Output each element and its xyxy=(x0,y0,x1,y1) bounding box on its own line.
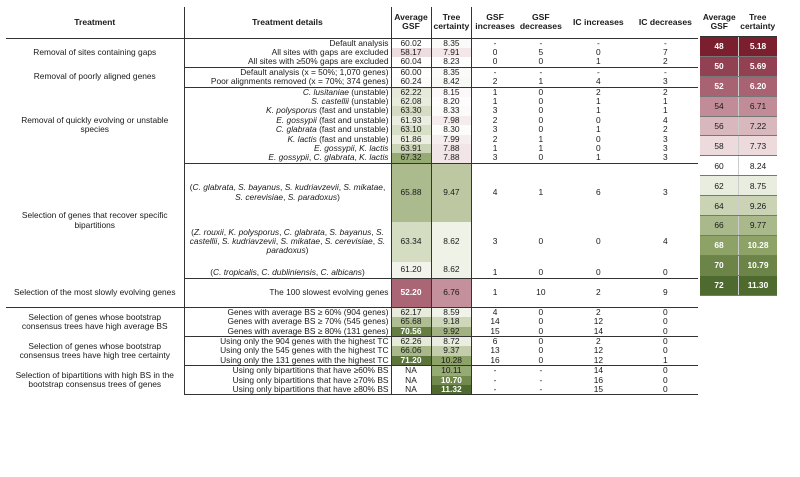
ic-increases-cell: 0 xyxy=(596,133,601,144)
ic-increases-cell: 0 xyxy=(564,262,633,279)
treatment-name: Selection of genes whose bootstrap consensus trees have high average BS xyxy=(6,307,184,336)
ic-decreases-cell: 0 xyxy=(663,316,668,327)
header-details: Treatment details xyxy=(184,7,391,38)
legend-gsf-value: 48 xyxy=(700,37,739,56)
ic-increases-cell: - xyxy=(596,66,600,77)
gsf-increases-cell: 3 xyxy=(492,236,498,247)
avg-gsf-cell xyxy=(391,385,431,395)
treatment-detail: All sites with ≥50% gaps are excluded xyxy=(184,57,391,67)
gsf-decreases-cell: 0 xyxy=(538,306,544,317)
ic-decreases-cell: 0 xyxy=(633,385,698,395)
treatment-group xyxy=(6,38,698,67)
gsf-increases-cell: - xyxy=(493,365,497,376)
tree-certainty-value: 10.70 xyxy=(440,374,462,385)
gsf-increases-cell: 2 xyxy=(492,133,498,144)
treatment-name: Selection of genes whose bootstrap consensus trees have high tree certainty xyxy=(6,337,184,366)
treatment-detail: Using only bipartitions that have ≥70% BS xyxy=(184,376,391,385)
legend-row xyxy=(700,97,777,117)
ic-decreases-cell: 3 xyxy=(663,187,668,198)
treatment-detail: Default analysis (x = 50%; 1,070 genes) xyxy=(184,67,391,77)
gsf-increases-cell: 4 xyxy=(492,187,498,198)
ic-increases-cell: 0 xyxy=(596,46,601,57)
ic-decreases-cell: 2 xyxy=(663,124,668,135)
tree-certainty-value: 8.30 xyxy=(443,124,460,135)
tree-certainty-cell xyxy=(431,222,472,262)
gsf-increases-cell: 1 xyxy=(492,95,498,106)
legend-gsf-value: 60 xyxy=(700,156,739,175)
legend-tc-value: 9.77 xyxy=(749,220,767,231)
ic-increases-cell: 1 xyxy=(564,57,633,67)
header-treatment: Treatment xyxy=(6,7,184,38)
ic-decreases-cell: 3 xyxy=(633,153,698,163)
ic-increases-cell: 14 xyxy=(593,365,604,376)
treatment-name: Removal of sites containing gaps xyxy=(6,38,184,67)
legend-row xyxy=(700,256,777,276)
gsf-decreases-cell: 0 xyxy=(538,316,544,327)
treatment-detail: Genes with average BS ≥ 70% (545 genes) xyxy=(184,317,391,326)
avg-gsf-cell xyxy=(391,77,431,87)
avg-gsf-value: NA xyxy=(405,365,417,376)
avg-gsf-value: 66.06 xyxy=(400,345,422,356)
treatment-detail: Using only bipartitions that have ≥60% BS xyxy=(184,366,391,376)
tree-certainty-value: 8.15 xyxy=(443,86,460,97)
ic-decreases-cell: 0 xyxy=(663,336,668,346)
tree-certainty-value: 8.33 xyxy=(443,105,460,116)
avg-gsf-value: 63.30 xyxy=(400,105,422,116)
tree-certainty-value: 11.32 xyxy=(441,384,462,395)
treatment-detail: The 100 slowest evolving genes xyxy=(184,278,391,307)
tree-certainty-value: 9.18 xyxy=(443,316,460,327)
legend-gsf-value: 50 xyxy=(700,57,739,76)
avg-gsf-cell xyxy=(391,262,431,279)
treatment-detail: E. gossypii, C. glabrata, K. lactis xyxy=(184,153,391,163)
tree-certainty-value: 8.35 xyxy=(443,66,460,77)
tree-certainty-cell xyxy=(431,356,472,366)
ic-decreases-cell: 3 xyxy=(663,142,668,153)
tree-certainty-value: 10.28 xyxy=(440,354,462,365)
legend-row xyxy=(700,276,777,296)
gsf-decreases-cell: - xyxy=(539,365,543,376)
tree-certainty-cell xyxy=(431,153,472,163)
gsf-decreases-cell: 0 xyxy=(538,124,544,135)
gsf-increases-cell: - xyxy=(493,66,497,77)
avg-gsf-value: 63.91 xyxy=(400,142,422,153)
header-avg-gsf: Average GSF xyxy=(391,7,431,38)
ic-decreases-cell: 0 xyxy=(633,262,698,279)
legend-tc-value: 11.30 xyxy=(747,280,769,291)
gsf-decreases-cell: 1 xyxy=(518,77,564,87)
ic-decreases-cell: 4 xyxy=(663,236,668,247)
ic-increases-cell: 2 xyxy=(596,306,601,317)
legend-row xyxy=(700,216,777,236)
ic-increases-cell: 1 xyxy=(596,124,601,135)
tree-certainty-value: 9.47 xyxy=(443,187,460,198)
legend-gsf-value: 52 xyxy=(700,77,739,96)
ic-decreases-cell: 1 xyxy=(633,356,698,366)
gsf-decreases-cell: 1 xyxy=(538,142,544,153)
tree-certainty-value: 7.99 xyxy=(443,133,460,144)
header-gsf-decreases: GSF decreases xyxy=(518,7,564,38)
tree-certainty-cell xyxy=(431,385,472,395)
ic-decreases-cell: 0 xyxy=(663,365,668,376)
tree-certainty-value: 6.76 xyxy=(443,287,460,298)
header-ic-increases: IC increases xyxy=(564,7,633,38)
ic-increases-cell: 1 xyxy=(596,105,601,116)
gsf-decreases-cell: - xyxy=(539,66,543,77)
gsf-decreases-cell: 0 xyxy=(518,327,564,337)
ic-increases-cell: 0 xyxy=(596,142,601,153)
treatment-group xyxy=(6,163,698,278)
legend-tc-value: 7.73 xyxy=(749,140,767,151)
legend-row xyxy=(700,236,777,256)
avg-gsf-cell xyxy=(391,278,431,307)
color-legend xyxy=(700,7,777,296)
treatment-name: Selection of bipartitions with high BS in the bootstrap consensus trees of genes xyxy=(6,366,184,395)
tree-certainty-cell xyxy=(431,77,472,87)
tree-certainty-value: 10.11 xyxy=(441,365,462,376)
legend-row xyxy=(700,156,777,176)
treatment-detail: Using only the 545 genes with the highest TC xyxy=(184,346,391,355)
legend-row xyxy=(700,176,777,196)
tree-certainty-cell xyxy=(431,163,472,222)
table-row xyxy=(6,278,698,307)
treatment-name: Selection of the most slowly evolving genes xyxy=(6,278,184,307)
footnote-line xyxy=(6,462,786,476)
avg-gsf-value: NA xyxy=(405,384,417,395)
legend-tc-value: 9.26 xyxy=(749,200,767,211)
gsf-decreases-cell: 0 xyxy=(518,262,564,279)
gsf-increases-cell: 14 xyxy=(490,316,500,327)
legend-header xyxy=(700,7,777,37)
avg-gsf-value: 65.88 xyxy=(400,187,422,198)
avg-gsf-cell xyxy=(391,163,431,222)
gsf-decreases-cell: 1 xyxy=(538,187,544,198)
treatment-detail: (C. glabrata, S. bayanus, S. kudriavzevii, S. mikatae, S. cerevisiae, S. paradoxus) xyxy=(184,163,391,222)
gsf-increases-cell: 2 xyxy=(492,114,498,125)
gsf-increases-cell: 3 xyxy=(492,105,498,116)
gsf-decreases-cell: 0 xyxy=(538,336,544,346)
gsf-increases-cell: 13 xyxy=(490,345,500,356)
gsf-increases-cell: 3 xyxy=(472,153,518,163)
legend-tc-value: 10.28 xyxy=(747,240,769,251)
avg-gsf-cell xyxy=(391,222,431,262)
legend-gsf-value: 70 xyxy=(700,256,739,275)
tree-certainty-value: 8.72 xyxy=(443,336,460,346)
avg-gsf-value: 61.93 xyxy=(400,114,422,125)
gsf-decreases-cell: 0 xyxy=(538,95,544,106)
avg-gsf-value: 71.20 xyxy=(400,354,422,365)
gsf-decreases-cell: - xyxy=(518,385,564,395)
ic-decreases-cell: 9 xyxy=(633,278,698,307)
treatment-detail: Genes with average BS ≥ 60% (904 genes) xyxy=(184,307,391,317)
legend-gsf-value: 54 xyxy=(700,97,739,116)
legend-row xyxy=(700,37,777,57)
ic-decreases-cell: 2 xyxy=(633,57,698,67)
tree-certainty-cell xyxy=(431,327,472,337)
treatment-detail: K. lactis (fast and unstable) xyxy=(184,135,391,144)
results-table xyxy=(6,7,698,395)
legend-gsf-value: 62 xyxy=(700,176,739,195)
gsf-increases-cell: 3 xyxy=(492,124,498,135)
treatment-name: Selection of genes that recover specific bipartitions xyxy=(6,163,184,278)
legend-header-gsf: Average GSF xyxy=(702,11,736,31)
ic-decreases-cell: 7 xyxy=(663,46,668,57)
gsf-increases-cell: 1 xyxy=(472,278,518,307)
gsf-increases-cell: 6 xyxy=(492,336,498,346)
ic-decreases-cell: 0 xyxy=(663,306,668,317)
legend-header-tc: Tree certainty xyxy=(740,11,776,31)
tree-certainty-cell xyxy=(431,57,472,67)
legend-row xyxy=(700,117,777,137)
avg-gsf-value: 62.26 xyxy=(400,336,422,346)
ic-increases-cell: 1 xyxy=(564,153,633,163)
tree-certainty-cell xyxy=(431,262,472,279)
ic-decreases-cell: 0 xyxy=(633,327,698,337)
avg-gsf-value: NA xyxy=(405,374,417,385)
ic-increases-cell: - xyxy=(596,37,600,48)
gsf-decreases-cell: 0 xyxy=(538,86,544,97)
gsf-decreases-cell: 0 xyxy=(538,236,544,247)
legend-row xyxy=(700,77,777,97)
ic-increases-cell: 0 xyxy=(596,114,601,125)
treatment-detail: Default analysis xyxy=(184,38,391,48)
ic-increases-cell: 2 xyxy=(596,86,601,97)
treatment-group xyxy=(6,337,698,366)
legend-tc-value: 5.69 xyxy=(749,61,767,72)
ic-increases-cell: 6 xyxy=(596,187,601,198)
legend-gsf-value: 58 xyxy=(700,136,739,155)
gsf-decreases-cell: 0 xyxy=(538,345,544,356)
treatment-detail: C. lusitaniae (unstable) xyxy=(184,87,391,97)
avg-gsf-value: 61.20 xyxy=(400,264,422,275)
ic-increases-cell: 12 xyxy=(564,356,633,366)
treatment-detail: E. gossypii (fast and unstable) xyxy=(184,116,391,125)
tree-certainty-value: 8.42 xyxy=(443,76,460,87)
ic-decreases-cell: 0 xyxy=(663,374,668,385)
tree-certainty-value: 7.88 xyxy=(443,142,460,153)
gsf-decreases-cell: 5 xyxy=(538,46,544,57)
tree-certainty-value: 8.35 xyxy=(443,37,460,48)
legend-tc-value: 5.18 xyxy=(749,41,767,52)
gsf-decreases-cell: 0 xyxy=(538,114,544,125)
legend-row xyxy=(700,196,777,216)
avg-gsf-cell xyxy=(391,57,431,67)
avg-gsf-value: 60.02 xyxy=(400,37,422,48)
legend-gsf-value: 68 xyxy=(700,236,739,255)
ic-decreases-cell: 3 xyxy=(663,133,668,144)
ic-decreases-cell: 1 xyxy=(663,95,668,106)
treatment-group xyxy=(6,67,698,87)
treatment-detail: Poor alignments removed (x = 70%; 374 genes) xyxy=(184,77,391,87)
legend-gsf-value: 66 xyxy=(700,216,739,235)
legend-tc-value: 8.75 xyxy=(749,180,767,191)
avg-gsf-value: 70.56 xyxy=(400,325,422,336)
ic-increases-cell: 4 xyxy=(564,77,633,87)
avg-gsf-value: 60.00 xyxy=(400,66,422,77)
header-tree-certainty: Tree certainty xyxy=(431,7,472,38)
avg-gsf-value: 62.17 xyxy=(400,306,422,317)
ic-decreases-cell: 3 xyxy=(633,77,698,87)
avg-gsf-value: 58.17 xyxy=(400,46,422,57)
legend-gsf-value: 72 xyxy=(700,276,739,295)
treatment-group xyxy=(6,87,698,163)
ic-increases-cell: 15 xyxy=(564,385,633,395)
gsf-increases-cell: - xyxy=(493,374,497,385)
gsf-decreases-cell: 0 xyxy=(518,153,564,163)
gsf-decreases-cell: 10 xyxy=(518,278,564,307)
tree-certainty-value: 8.20 xyxy=(443,95,460,106)
tree-certainty-value: 9.92 xyxy=(443,325,460,336)
avg-gsf-value: 60.04 xyxy=(400,56,422,67)
treatment-detail: All sites with gaps are excluded xyxy=(184,48,391,57)
tree-certainty-value: 7.91 xyxy=(443,46,460,57)
treatment-detail: Using only the 904 genes with the highest TC xyxy=(184,337,391,347)
tree-certainty-cell xyxy=(431,278,472,307)
legend-row xyxy=(700,57,777,77)
ic-decreases-cell: 1 xyxy=(663,105,668,116)
ic-decreases-cell: 2 xyxy=(663,86,668,97)
ic-increases-cell: 16 xyxy=(593,374,604,385)
avg-gsf-value: 63.34 xyxy=(400,236,422,247)
treatment-name: Removal of poorly aligned genes xyxy=(6,67,184,87)
avg-gsf-cell xyxy=(391,327,431,337)
avg-gsf-cell xyxy=(391,153,431,163)
tree-certainty-value: 9.37 xyxy=(443,345,460,356)
header-gsf-increases: GSF increases xyxy=(472,7,518,38)
treatment-detail: S. castellii (unstable) xyxy=(184,97,391,106)
legend-row xyxy=(700,136,777,156)
avg-gsf-value: 62.08 xyxy=(400,95,422,106)
treatment-detail: Genes with average BS ≥ 80% (131 genes) xyxy=(184,327,391,337)
treatment-detail: Using only the 131 genes with the highest TC xyxy=(184,356,391,366)
treatment-detail: K. polysporus (fast and unstable) xyxy=(184,106,391,115)
gsf-increases-cell: 2 xyxy=(472,77,518,87)
treatment-detail: (Z. rouxii, K. polysporus, C. glabrata, S. bayanus, S. castellii, S. kudriavzevii, S. mikatae, S. cerevisiae, S. paradoxus) xyxy=(184,222,391,262)
gsf-decreases-cell: 0 xyxy=(518,57,564,67)
tree-certainty-value: 8.62 xyxy=(443,264,460,275)
treatment-detail: C. glabrata (fast and unstable) xyxy=(184,125,391,134)
gsf-decreases-cell: 0 xyxy=(518,356,564,366)
ic-increases-cell: 12 xyxy=(593,345,604,356)
gsf-increases-cell: - xyxy=(493,37,497,48)
gsf-increases-cell: 0 xyxy=(472,57,518,67)
gsf-decreases-cell: - xyxy=(539,374,543,385)
gsf-increases-cell: 0 xyxy=(492,46,498,57)
gsf-decreases-cell: - xyxy=(539,37,543,48)
treatment-group xyxy=(6,307,698,336)
ic-increases-cell: 1 xyxy=(596,95,601,106)
legend-tc-value: 8.24 xyxy=(749,160,767,171)
gsf-increases-cell: 15 xyxy=(472,327,518,337)
ic-increases-cell: 0 xyxy=(596,236,601,247)
gsf-increases-cell: 16 xyxy=(472,356,518,366)
ic-increases-cell: 14 xyxy=(564,327,633,337)
gsf-decreases-cell: 0 xyxy=(538,105,544,116)
ic-decreases-cell: 4 xyxy=(663,114,668,125)
avg-gsf-value: 52.20 xyxy=(400,287,422,298)
tree-certainty-value: 7.98 xyxy=(443,114,460,125)
tree-certainty-value: 7.88 xyxy=(443,152,460,163)
gsf-increases-cell: - xyxy=(472,385,518,395)
gsf-increases-cell: 1 xyxy=(472,262,518,279)
legend-gsf-value: 56 xyxy=(700,117,739,136)
avg-gsf-value: 67.32 xyxy=(400,152,422,163)
treatment-detail: E. gossypii, K. lactis xyxy=(184,144,391,153)
header-row xyxy=(6,7,698,38)
tree-certainty-value: 8.62 xyxy=(443,236,460,247)
header-ic-decreases: IC decreases xyxy=(633,7,698,38)
gsf-increases-cell: 4 xyxy=(492,306,498,317)
avg-gsf-value: 65.68 xyxy=(400,316,422,327)
gsf-increases-cell: 1 xyxy=(492,142,498,153)
treatment-detail: Using only bipartitions that have ≥80% BS xyxy=(184,385,391,395)
avg-gsf-cell xyxy=(391,356,431,366)
avg-gsf-value: 61.86 xyxy=(400,133,422,144)
avg-gsf-value: 60.24 xyxy=(400,76,422,87)
ic-decreases-cell: - xyxy=(663,37,667,48)
ic-increases-cell: 2 xyxy=(564,278,633,307)
treatment-name: Removal of quickly evolving or unstable species xyxy=(6,87,184,163)
ic-decreases-cell: - xyxy=(663,66,667,77)
treatment-detail: (C. tropicalis, C. dubliniensis, C. albicans) xyxy=(184,262,391,279)
tree-certainty-value: 8.59 xyxy=(443,306,460,317)
legend-gsf-value: 64 xyxy=(700,196,739,215)
avg-gsf-value: 62.22 xyxy=(400,86,422,97)
treatment-group xyxy=(6,366,698,395)
ic-increases-cell: 12 xyxy=(593,316,604,327)
table-row xyxy=(6,163,698,222)
gsf-increases-cell: 1 xyxy=(492,86,498,97)
ic-increases-cell: 2 xyxy=(596,336,601,346)
legend-tc-value: 10.79 xyxy=(747,260,769,271)
ic-decreases-cell: 0 xyxy=(663,345,668,356)
legend-tc-value: 7.22 xyxy=(749,121,767,131)
treatment-group xyxy=(6,278,698,307)
gsf-decreases-cell: 1 xyxy=(538,133,544,144)
legend-tc-value: 6.20 xyxy=(749,81,767,92)
avg-gsf-value: 63.10 xyxy=(400,124,422,135)
tree-certainty-value: 8.23 xyxy=(443,56,460,67)
legend-tc-value: 6.71 xyxy=(749,101,767,112)
